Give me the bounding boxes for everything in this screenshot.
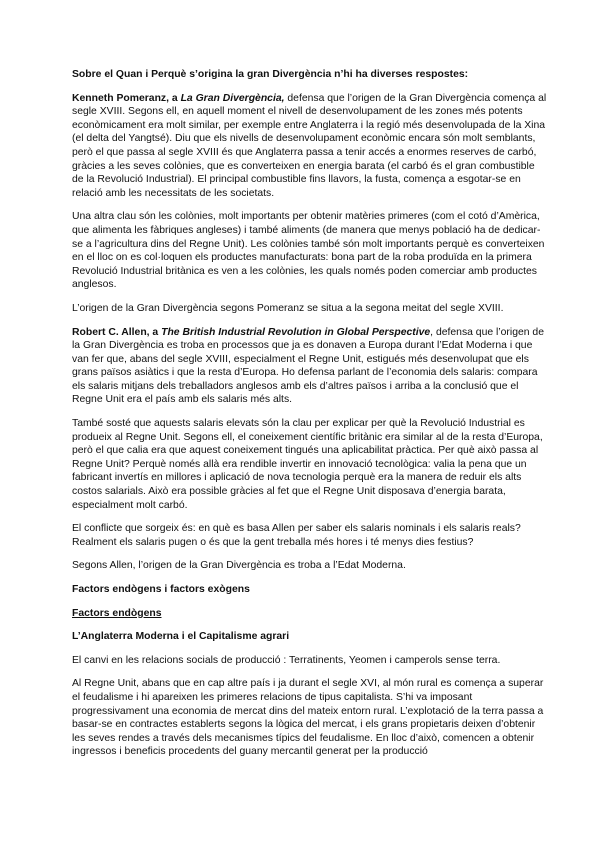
allen-author: Robert C. Allen, a <box>72 326 162 338</box>
subsection-heading-endogens: Factors endògens <box>72 607 162 619</box>
pomeranz-book-title: La Gran Divergència, <box>180 92 285 104</box>
subheading-anglaterra: L’Anglaterra Moderna i el Capitalisme agrari <box>72 631 290 643</box>
pomeranz-paragraph-1 <box>72 92 548 201</box>
allen-paragraph-4: Segons Allen, l’origen de la Gran Divergència es troba a l’Edat Moderna. <box>72 560 406 572</box>
pomeranz-paragraph-2: Una altra clau són les colònies, molt importants per obtenir matèries primeres (com el cotó d’Amèrica, que alimenta les fàbriques angleses) i també aliments (de manera que menys població ha de dedicar-se a l’agricultura dins del Regne Unit). Les colònies també són molt importants perquè es converteixen en el lloc on es col·loquen els productes manufacturats: bona part de la roba produïda en la primera Revolució Industrial britànica es ven a les colònies, les quals només poden comerciar amb productes anglesos. <box>72 211 545 291</box>
section-heading-factors: Factors endògens i factors exògens <box>72 584 250 595</box>
pomeranz-paragraph-1-text: defensa que l’origen de la Gran Divergència comença al segle XVIII. Segons ell, en aquell moment el nivell de desenvolupament de les zones més potents econòmicament era molt similar, per exemple entre Anglaterra i la regió més desenvolupada de la Xina (el delta del Yangtsé). Diu que els nivells de desenvolupament econòmic encara són molt semblants, però el que passa al segle XVIII és que Anglaterra passa a tenir accés a enormes reserves de carbó, gràcies a les seves colònies, que es converteixen en energia barata (el carbó és el gran combustible de la Revolució Industrial). El principal combustible fins llavors, la fusta, comença a esgotar-se en relació amb les necessitats de les societats. <box>72 92 547 199</box>
allen-paragraph-1-text: , defensa que l’origen de la Gran Divergència es troba en processos que ja es donaven a Europa durant l’Edat Moderna i que van fer que, abans del segle XVIII, especialment el Regne Unit, estigués més desenvolupat que els grans països asiàtics i que la resta d’Europa. Ho defensa parlant de l’economia dels salaris: compara els salaris mitjans dels treballadors anglesos amb els d’altres països i arriba a la conclusió que el Regne Unit era el país amb els salaris més alts. <box>72 326 544 406</box>
allen-paragraph-1 <box>72 326 548 408</box>
canvi-paragraph: El canvi en les relacions socials de producció : Terratinents, Yeomen i camperols sense terra. <box>72 654 501 666</box>
allen-paragraph-2: També sosté que aquests salaris elevats són la clau per explicar per què la Revolució Industrial es produeix al Regne Unit. Segons ell, el coneixement científic britànic era similar al de la resta d’Europa, però el que calia era que aquest coneixement tingués una aplicabilitat pràctica. Per què això passa al Regne Unit? Perquè només allà era rendible invertir en innovació tecnològica: valia la pena que un fabricant invertís en millores i aplicació de nova tecnologia perquè era la manera de reduir els alts costos salarials. Això era possible gràcies al fet que el Regne Unit disposava d’energia barata, especialment molt carbó. <box>72 418 543 511</box>
last-paragraph: Al Regne Unit, abans que en cap altre país i ja durant el segle XVI, al món rural es comença a superar el feudalisme i hi apareixen les primeres relacions de tipus capitalista. S’hi va imposant progressivament una economia de mercat dins del mateix entorn rural. L’explotació de la terra passa a basar-se en contractes establerts segons la lògica del mercat, i els grans propietaris deixen d’obtenir les seves rendes a través dels mecanismes típics del feudalisme. En lloc d’això, comencen a obtenir ingressos i beneficis procedents del guany mercantil generat per la producció <box>72 678 544 758</box>
pomeranz-author: Kenneth Pomeranz, a <box>72 92 181 104</box>
pomeranz-paragraph-3: L’origen de la Gran Divergència segons Pomeranz se situa a la segona meitat del segle XVIII. <box>72 302 504 314</box>
allen-paragraph-3: El conflicte que sorgeix és: en què es basa Allen per saber els salaris nominals i els salaris reals? Realment els salaris pugen o és que la gent treballa més hores i té menys dies festius? <box>72 523 521 548</box>
document-heading: Sobre el Quan i Perquè s’origina la gran Divergència n’hi ha diverses respostes: <box>72 69 469 80</box>
allen-book-title: The British Industrial Revolution in Global Perspective <box>161 326 431 338</box>
document-page <box>72 68 548 769</box>
